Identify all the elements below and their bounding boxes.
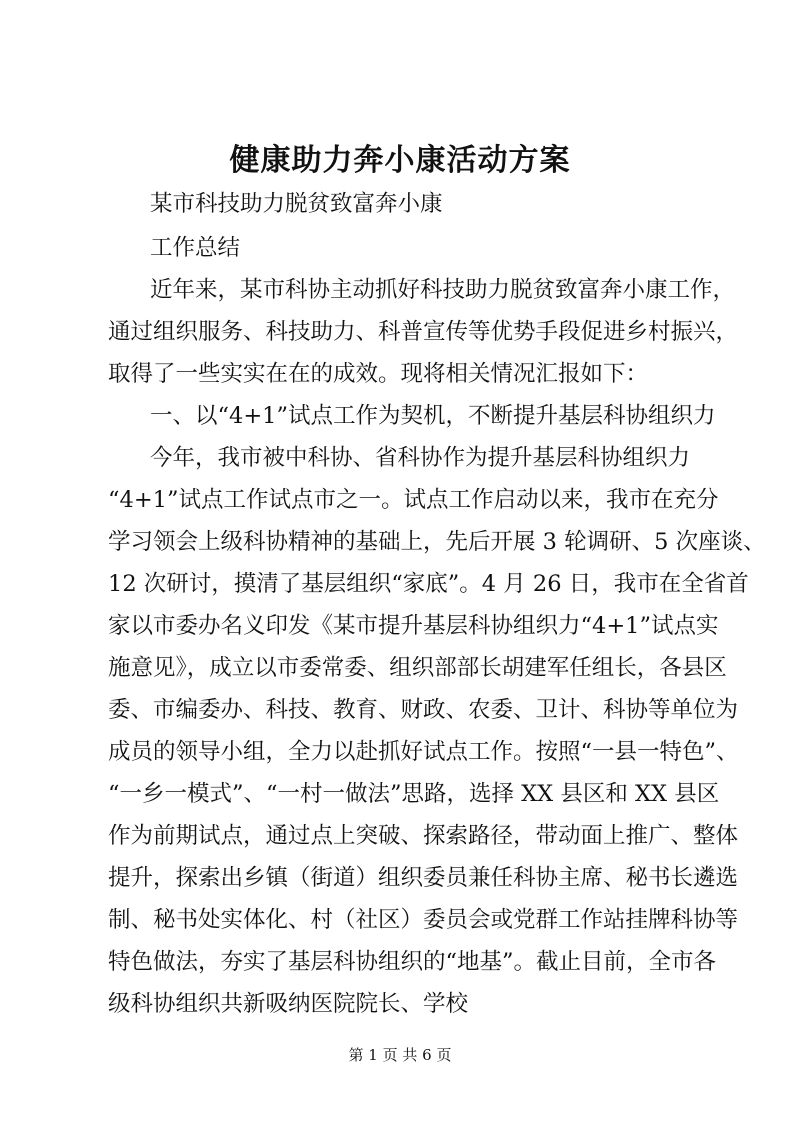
paragraph-line: 家以市委办名义印发《某市提升基层科协组织力“4+1”试点实 [108, 613, 719, 639]
document-title: 健康助力奔小康活动方案 [229, 143, 571, 178]
section-label: 工作总结 [150, 235, 241, 261]
paragraph-line: 12 次研讨，摸清了基层组织“家底”。4 月 26 日，我市在全省首 [108, 571, 749, 597]
paragraph-line: 取得了一些实实在在的成效。现将相关情况汇报如下： [108, 361, 649, 387]
paragraph-line: 提升，探索出乡镇（街道）组织委员兼任科协主席、秘书长遴选 [108, 865, 739, 891]
paragraph-line: 委、市编委办、科技、教育、财政、农委、卫计、科协等单位为 [108, 697, 739, 723]
paragraph-line: 通过组织服务、科技助力、科普宣传等优势手段促进乡村振兴， [108, 319, 739, 345]
paragraph-line: 制、秘书处实体化、村（社区）委员会或党群工作站挂牌科协等 [108, 907, 739, 933]
paragraph-line: 今年，我市被中科协、省科协作为提升基层科协组织力 [150, 445, 691, 471]
paragraph-line: 施意见》，成立以市委常委、组织部部长胡建军任组长，各县区 [108, 655, 727, 681]
paragraph-line: 作为前期试点，通过点上突破、探索路径，带动面上推广、整体 [108, 823, 739, 849]
section-heading: 一、以“4+1”试点工作为契机，不断提升基层科协组织力 [150, 403, 716, 429]
paragraph-line: 近年来，某市科协主动抓好科技助力脱贫致富奔小康工作， [150, 277, 736, 303]
paragraph-line: 学习领会上级科协精神的基础上，先后开展 3 轮调研、5 次座谈、 [108, 529, 766, 555]
paragraph-line: 级科协组织共新吸纳医院院长、学校 [108, 991, 469, 1017]
subtitle: 某市科技助力脱贫致富奔小康 [150, 191, 443, 217]
paragraph-line: 特色做法，夯实了基层科协组织的“地基”。截止目前，全市各 [108, 949, 717, 975]
paragraph-line: “4+1”试点工作试点市之一。试点工作启动以来，我市在充分 [108, 487, 719, 513]
page-indicator: 第 1 页 共 6 页 [348, 1046, 452, 1064]
paragraph-line: 成员的领导小组，全力以赴抓好试点工作。按照“一县一特色”、 [108, 739, 739, 765]
paragraph-line: “一乡一模式”、“一村一做法”思路，选择 XX 县区和 XX 县区 [108, 781, 720, 807]
